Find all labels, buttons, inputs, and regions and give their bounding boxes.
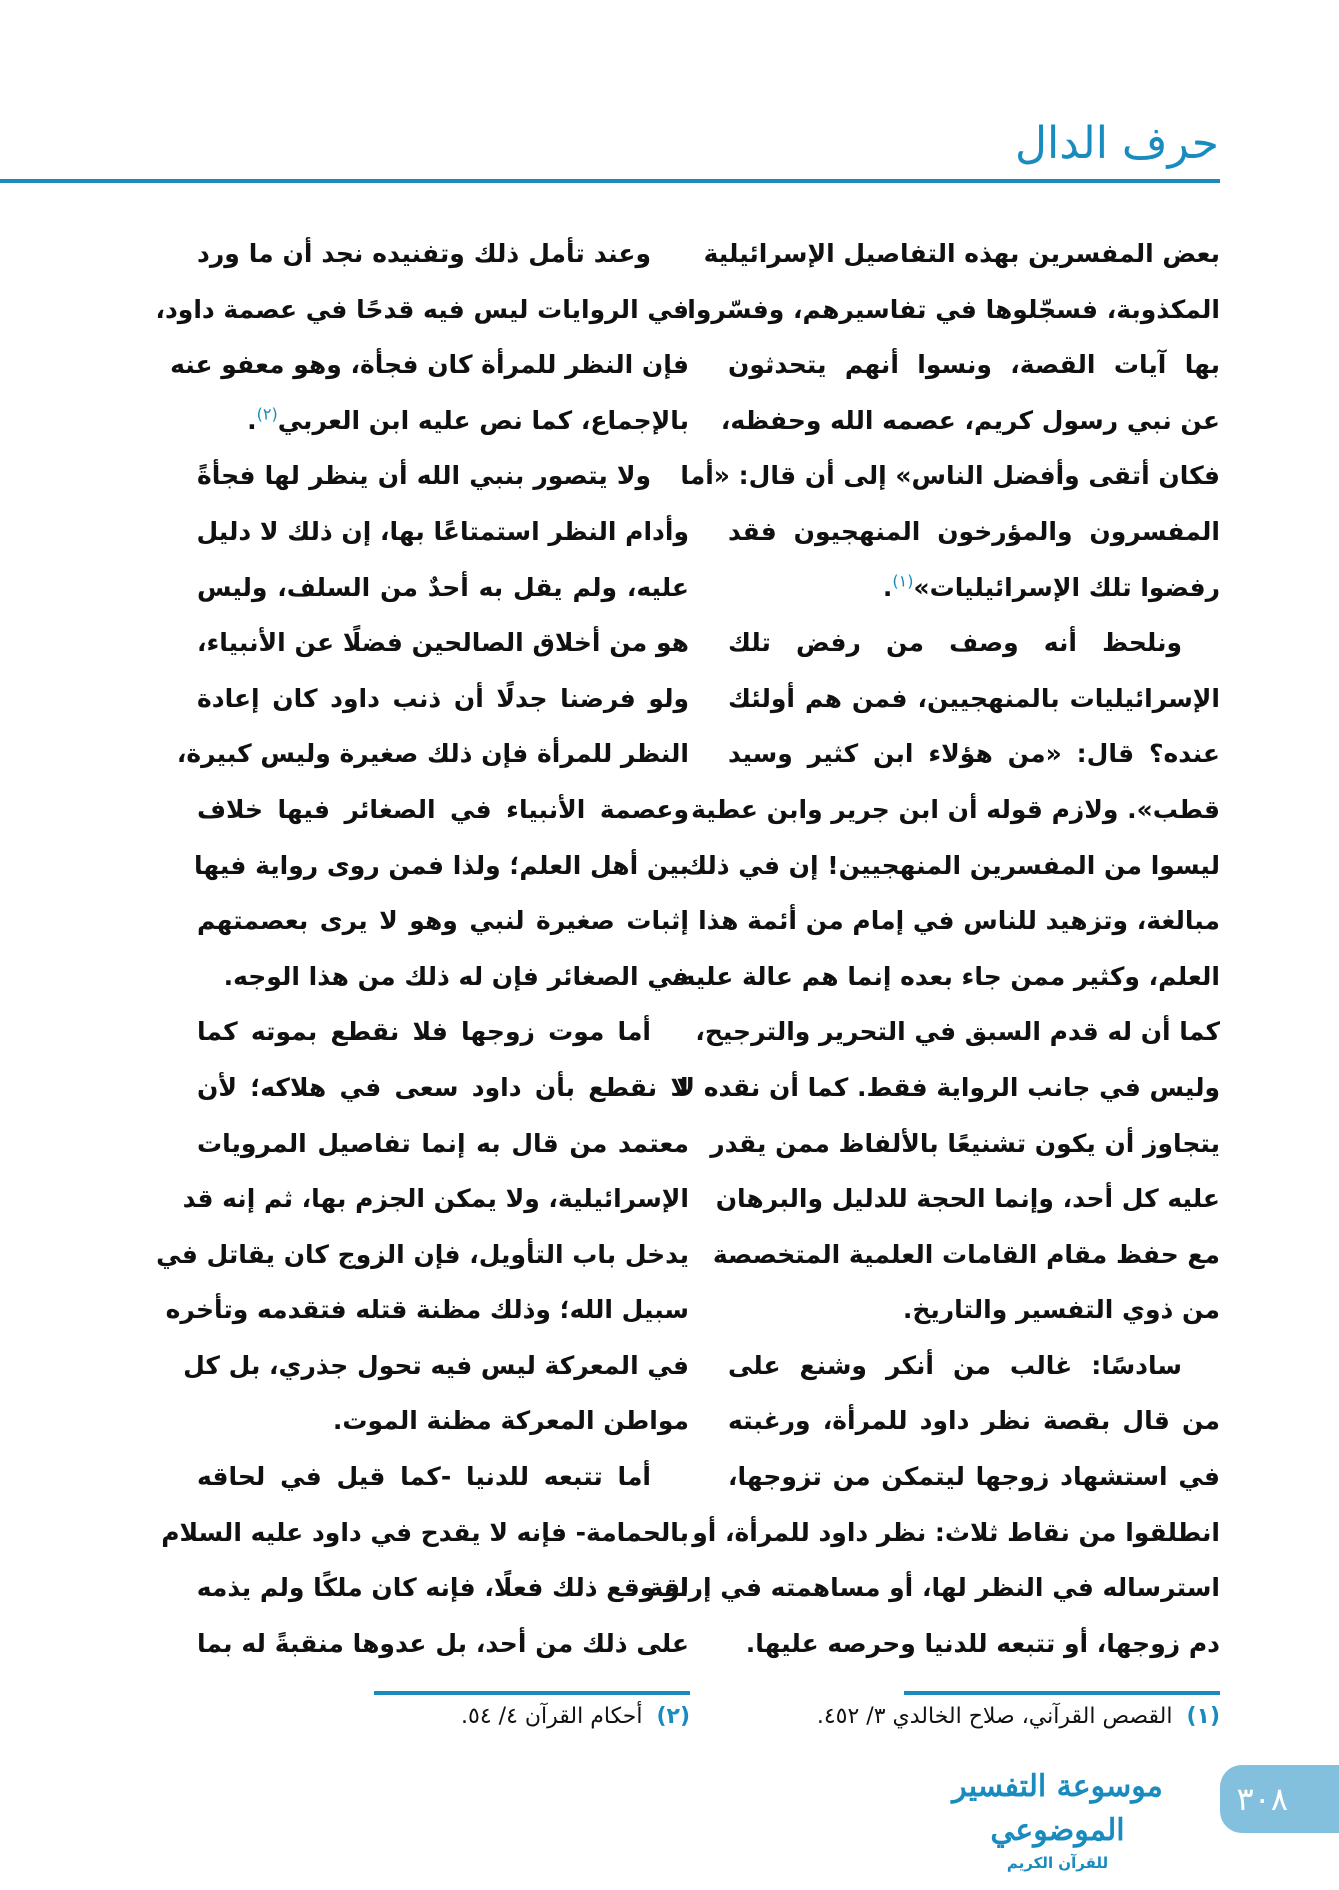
footnote-1: [817, 1704, 1220, 1729]
line-text: معتمد من قال به إنما تفاصيل المرويات: [197, 1128, 689, 1158]
text-line: [197, 1004, 689, 1060]
line-text: بعض المفسرين بهذه التفاصيل الإسرائيلية: [703, 239, 1220, 268]
text-line: [728, 1616, 1220, 1672]
text-line: [728, 726, 1220, 782]
line-text: قطب». ولازم قوله أن ابن جرير وابن عطية: [691, 794, 1220, 824]
line-text: على ذلك من أحد، بل عدوها منقبةً له بما: [197, 1628, 689, 1658]
footnote-number: (١): [1186, 1704, 1220, 1729]
text-line: [156, 1227, 689, 1283]
text-line: [161, 1505, 689, 1561]
chapter-title: حرف الدال: [1015, 118, 1219, 169]
text-line: [687, 282, 1220, 338]
line-text: عليه، ولم يقل به أحدٌ من السلف، وليس: [197, 572, 689, 602]
text-line: [197, 560, 689, 616]
line-text: بالحمامة- فإنه لا يقدح في داود عليه السلام: [161, 1517, 689, 1547]
line-text: هو من أخلاق الصالحين فضلًا عن الأنبياء،: [197, 628, 689, 658]
line-text: من قال بقصة نظر داود للمرأة، ورغبته: [728, 1406, 1220, 1436]
page-number: ٣٠٨: [1220, 1765, 1339, 1833]
text-line: [728, 504, 1220, 560]
line-text: وليس في جانب الرواية فقط. كما أن نقده لا: [676, 1072, 1220, 1102]
footnote-2: [461, 1704, 690, 1729]
footnote-reference[interactable]: (٢): [256, 404, 278, 424]
text-line: [728, 1449, 1220, 1505]
text-line: [728, 1338, 1220, 1394]
text-line: [197, 1060, 689, 1116]
line-text: إثبات صغيرة لنبي وهو لا يرى بعصمتهم: [197, 906, 689, 936]
line-text: رفضوا تلك الإسرائيليات»: [913, 572, 1220, 602]
line-text: لا نقطع بأن داود سعى في هلاكه؛ لأن: [197, 1072, 689, 1102]
line-text: مع حفظ مقام القامات العلمية المتخصصة: [712, 1239, 1220, 1269]
text-line: [692, 1505, 1220, 1561]
text-line: [728, 671, 1220, 727]
text-line: [648, 1560, 1220, 1616]
line-text: يتجاوز أن يكون تشنيعًا بالألفاظ ممن يقدر: [710, 1128, 1220, 1158]
logo-title: موسوعة التفسير الموضوعي: [952, 1769, 1163, 1848]
footnote-reference[interactable]: (١): [892, 571, 914, 591]
text-line: [197, 1393, 689, 1449]
line-text: لو وقع ذلك فعلًا، فإنه كان ملكًا ولم يذمه: [196, 1573, 689, 1603]
line-text: استرساله في النظر لها، أو مساهمته في إراقة: [648, 1573, 1220, 1603]
text-line: [197, 1449, 689, 1505]
line-text: بين أهل العلم؛ ولذا فمن روى رواية فيها: [193, 850, 689, 880]
text-line: [197, 393, 689, 449]
text-line: [728, 337, 1220, 393]
line-text: في الصغائر فإن له ذلك من هذا الوجه.: [223, 961, 689, 991]
text-line: [684, 838, 1220, 894]
line-text: ونلحظ أنه وصف من رفض تلك: [728, 628, 1182, 658]
line-text: مواطن المعركة مظنة الموت.: [332, 1406, 689, 1436]
line-text: من ذوي التفسير والتاريخ.: [902, 1295, 1220, 1325]
line-text: النظر للمرأة فإن ذلك صغيرة وليس كبيرة،: [176, 739, 689, 769]
text-line: [728, 560, 1220, 616]
line-text: عليه كل أحد، وإنما الحجة للدليل والبرهان: [715, 1184, 1220, 1214]
punctuation: .: [882, 572, 893, 602]
footnote-divider-left: [374, 1691, 690, 1695]
line-text: فكان أتقى وأفضل الناس» إلى أن قال: «أما: [680, 461, 1220, 491]
line-text: وأدام النظر استمتاعًا بها، إن ذلك لا دليل: [196, 516, 689, 546]
text-line: [671, 949, 1220, 1005]
text-line: [155, 282, 689, 338]
text-line: [197, 1116, 689, 1172]
line-text: أما تتبعه للدنيا -كما قيل في لحاقه: [197, 1462, 651, 1492]
line-text: العلم، وكثير ممن جاء بعده إنما هم عالة عليه،: [671, 961, 1220, 991]
right-text-column: [648, 226, 1220, 1671]
text-line: [197, 782, 689, 838]
logo-subtitle: للقرآن الكريم: [1006, 1854, 1109, 1872]
line-text: دم زوجها، أو تتبعه للدنيا وحرصه عليها.: [745, 1628, 1220, 1658]
line-text: المفسرون والمؤرخون المنهجيون فقد: [728, 516, 1220, 546]
line-text: فإن النظر للمرأة كان فجأة، وهو معفو عنه: [170, 350, 689, 380]
text-line: [695, 1004, 1220, 1060]
text-line: [197, 893, 689, 949]
text-line: [703, 226, 1220, 282]
line-text: أما موت زوجها فلا نقطع بموته كما: [197, 1017, 651, 1047]
line-text: مبالغة، وتزهيد للناس في إمام من أئمة هذا: [698, 906, 1220, 936]
footnote-divider-right: [904, 1691, 1220, 1695]
text-line: [182, 1171, 689, 1227]
text-line: [165, 1282, 689, 1338]
line-text: انطلقوا من نقاط ثلاث: نظر داود للمرأة، أو: [692, 1517, 1220, 1547]
line-text: وعند تأمل ذلك وتفنيده نجد أن ما ورد: [197, 239, 651, 268]
encyclopedia-logo: [935, 1765, 1180, 1872]
text-line: [183, 1338, 689, 1394]
text-line: [197, 1616, 689, 1672]
line-text: ولا يتصور بنبي الله أن ينظر لها فجأةً: [197, 461, 651, 491]
text-line: [193, 838, 689, 894]
line-text: بالإجماع، كما نص عليه ابن العربي: [277, 405, 689, 435]
text-line: [698, 893, 1220, 949]
line-text: عنده؟ قال: «من هؤلاء ابن كثير وسيد: [728, 739, 1220, 769]
footnote-text: القصص القرآني، صلاح الخالدي ٣/ ٤٥٢.: [816, 1704, 1173, 1729]
text-line: [728, 1282, 1220, 1338]
line-text: المكذوبة، فسجّلوها في تفاسيرهم، وفسّروا: [687, 294, 1220, 324]
footnote-text: أحكام القرآن ٤/ ٥٤.: [461, 1704, 643, 1729]
text-line: [680, 448, 1220, 504]
text-line: [710, 1116, 1220, 1172]
line-text: في استشهاد زوجها ليتمكن من تزوجها،: [728, 1462, 1220, 1492]
text-line: [176, 726, 689, 782]
line-text: في الروايات ليس فيه قدحًا في عصمة داود،: [155, 294, 689, 324]
text-line: [170, 337, 689, 393]
line-text: ليسوا من المفسرين المنهجيين! إن في ذلك: [684, 850, 1220, 880]
text-line: [728, 615, 1220, 671]
text-line: [197, 671, 689, 727]
footnote-number: (٢): [656, 1704, 690, 1729]
line-text: وعصمة الأنبياء في الصغائر فيها خلاف: [197, 794, 689, 824]
text-line: [197, 226, 689, 282]
line-text: سبيل الله؛ وذلك مظنة قتله فتقدمه وتأخره: [165, 1295, 689, 1325]
line-text: يدخل باب التأويل، فإن الزوج كان يقاتل في: [156, 1239, 689, 1269]
text-line: [676, 1060, 1220, 1116]
text-line: [712, 1227, 1220, 1283]
punctuation: .: [247, 405, 257, 435]
text-line: [728, 1393, 1220, 1449]
text-line: [197, 448, 689, 504]
text-line: [197, 615, 689, 671]
line-text: كما أن له قدم السبق في التحرير والترجيح،: [695, 1017, 1220, 1047]
header-divider: [0, 179, 1220, 183]
text-line: [720, 393, 1220, 449]
line-text: الإسرائيلية، ولا يمكن الجزم بها، ثم إنه قد: [182, 1184, 689, 1214]
line-text: بها آيات القصة، ونسوا أنهم يتحدثون: [728, 350, 1220, 380]
text-line: [197, 949, 689, 1005]
left-text-column: [155, 226, 689, 1671]
text-line: [197, 1560, 689, 1616]
line-text: في المعركة ليس فيه تحول جذري، بل كل: [183, 1350, 689, 1380]
line-text: سادسًا: غالب من أنكر وشنع على: [728, 1350, 1182, 1380]
line-text: عن نبي رسول كريم، عصمه الله وحفظه،: [720, 405, 1220, 435]
text-line: [691, 782, 1220, 838]
text-line: [715, 1171, 1220, 1227]
text-line: [197, 504, 689, 560]
line-text: ولو فرضنا جدلًا أن ذنب داود كان إعادة: [197, 683, 689, 713]
line-text: الإسرائيليات بالمنهجيين، فمن هم أولئك: [728, 683, 1220, 713]
